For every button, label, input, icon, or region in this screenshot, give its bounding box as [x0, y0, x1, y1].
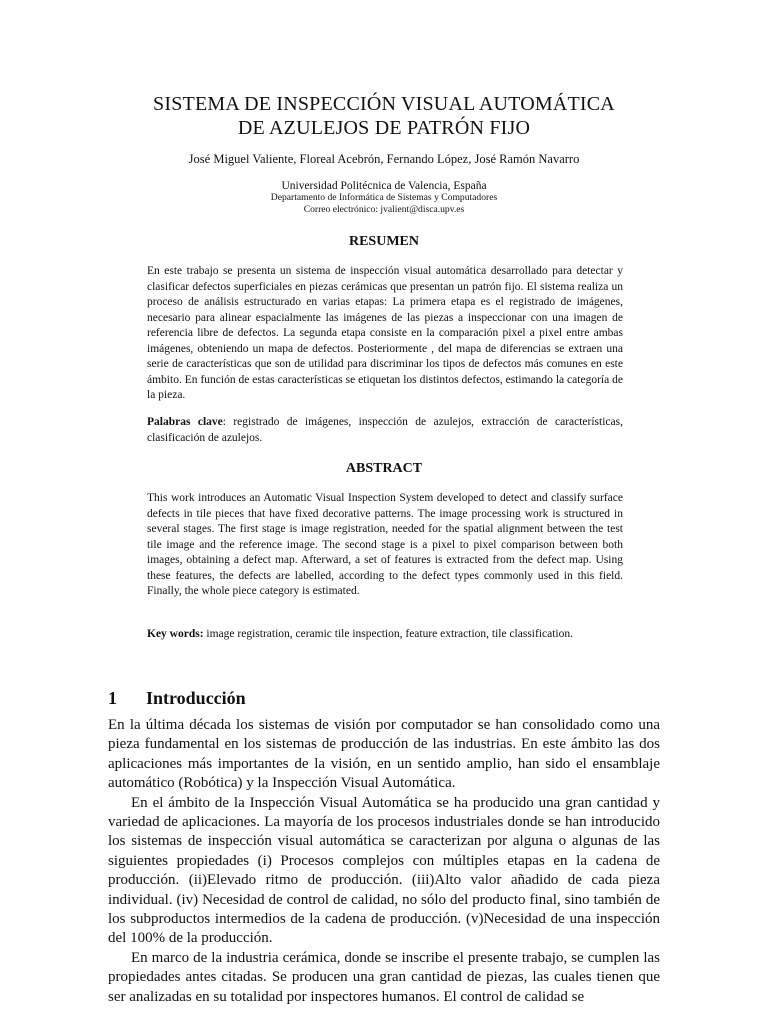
affiliation-block [0, 180, 768, 216]
university: Universidad Politécnica de Valencia, España [281, 180, 487, 192]
email-line: Correo electrónico: jvalient@disca.upv.es [303, 204, 465, 215]
paragraph: En marco de la industria cerámica, donde se inscribe el presente trabajo, se cumplen las propiedades antes citadas. Se producen una gran cantidad de piezas, las cuales tienen que ser analizadas en su totalidad por inspectores humanos. El control de calidad se [108, 949, 660, 1005]
key-words-label: Key words: [147, 628, 204, 640]
section-heading [108, 688, 246, 709]
abstract-heading: ABSTRACT [345, 461, 423, 476]
key-words [147, 627, 623, 643]
palabras-clave-text: : registrado de imágenes, inspección de azulejos, extracción de características, clasificación de azulejos. [147, 416, 623, 444]
title-line-2: DE AZULEJOS DE PATRÓN FIJO [237, 117, 531, 139]
palabras-clave [147, 415, 623, 446]
palabras-clave-label: Palabras clave [147, 416, 223, 428]
section-body [108, 716, 660, 1007]
section-number: 1 [108, 688, 117, 708]
section-title: Introducción [146, 688, 246, 708]
resumen-text: En este trabajo se presenta un sistema de inspección visual automática desarrollado para detectar y clasificar defectos superficiales en piezas cerámicas que presentan un patrón fijo. El sistema realiza un proceso de análisis estructurado en varias etapas: La primera etapa es el registrado de imágenes, necesario para alinear espacialmente las imágenes de las piezas a inspeccionar con una imagen de referencia libre de defectos. La segunda etapa consiste en la comparación pixel a pixel entre ambas imágenes, obteniendo un mapa de defectos. Posteriormente , del mapa de diferencias se extraen una serie de características que son de utilidad para discriminar los tipos de defectos más comunes en este ámbito. En función de estas características se etiquetan los distintos defectos, estimando la categoría de la pieza. [147, 265, 623, 401]
abstract-text: This work introduces an Automatic Visual Inspection System developed to detect and classify surface defects in tile pieces that have fixed decorative patterns. The image processing work is structured in several stages. The first stage is image registration, needed for the spatial alignment between the test tile image and the reference image. The second stage is a pixel to pixel comparison between both images, obtaining a defect map. Afterward, a set of features is extracted from the defect map. Using these features, the defects are labelled, according to the defect types commonly used in this field. Finally, the whole piece category is estimated. [147, 492, 623, 597]
author-list: José Miguel Valiente, Floreal Acebrón, Fernando López, José Ramón Navarro [188, 152, 580, 166]
paper-title [0, 92, 768, 140]
resumen-heading: RESUMEN [348, 234, 419, 249]
key-words-text: image registration, ceramic tile inspection, feature extraction, tile classification. [203, 628, 573, 640]
paragraph: En el ámbito de la Inspección Visual Automática se ha producido una gran cantidad y variedad de aplicaciones. La mayoría de los procesos industriales donde se han introducido los sistemas de inspección visual automática se caracterizan por alguna o algunas de las siguientes propiedades (i) Procesos complejos con múltiples etapas en la cadena de producción. (ii)Elevado ritmo de producción. (iii)Alto valor añadido de cada pieza individual. (iv) Necesidad de control de calidad, no sólo del producto final, sino también de los subproductos intermedios de la cadena de producción. (v)Necesidad de una inspección del 100% de la producción. [108, 794, 660, 947]
title-line-1: SISTEMA DE INSPECCIÓN VISUAL AUTOMÁTICA [153, 93, 615, 115]
paragraph: En la última década los sistemas de visión por computador se han consolidado como una pieza fundamental en los sistemas de producción de las industrias. En este ámbito las dos aplicaciones más importantes de la visión, en un sentido amplio, han sido el ensamblaje automático (Robótica) y la Inspección Visual Automática. [108, 717, 660, 792]
department: Departamento de Informática de Sistemas y Computadores [270, 192, 498, 203]
